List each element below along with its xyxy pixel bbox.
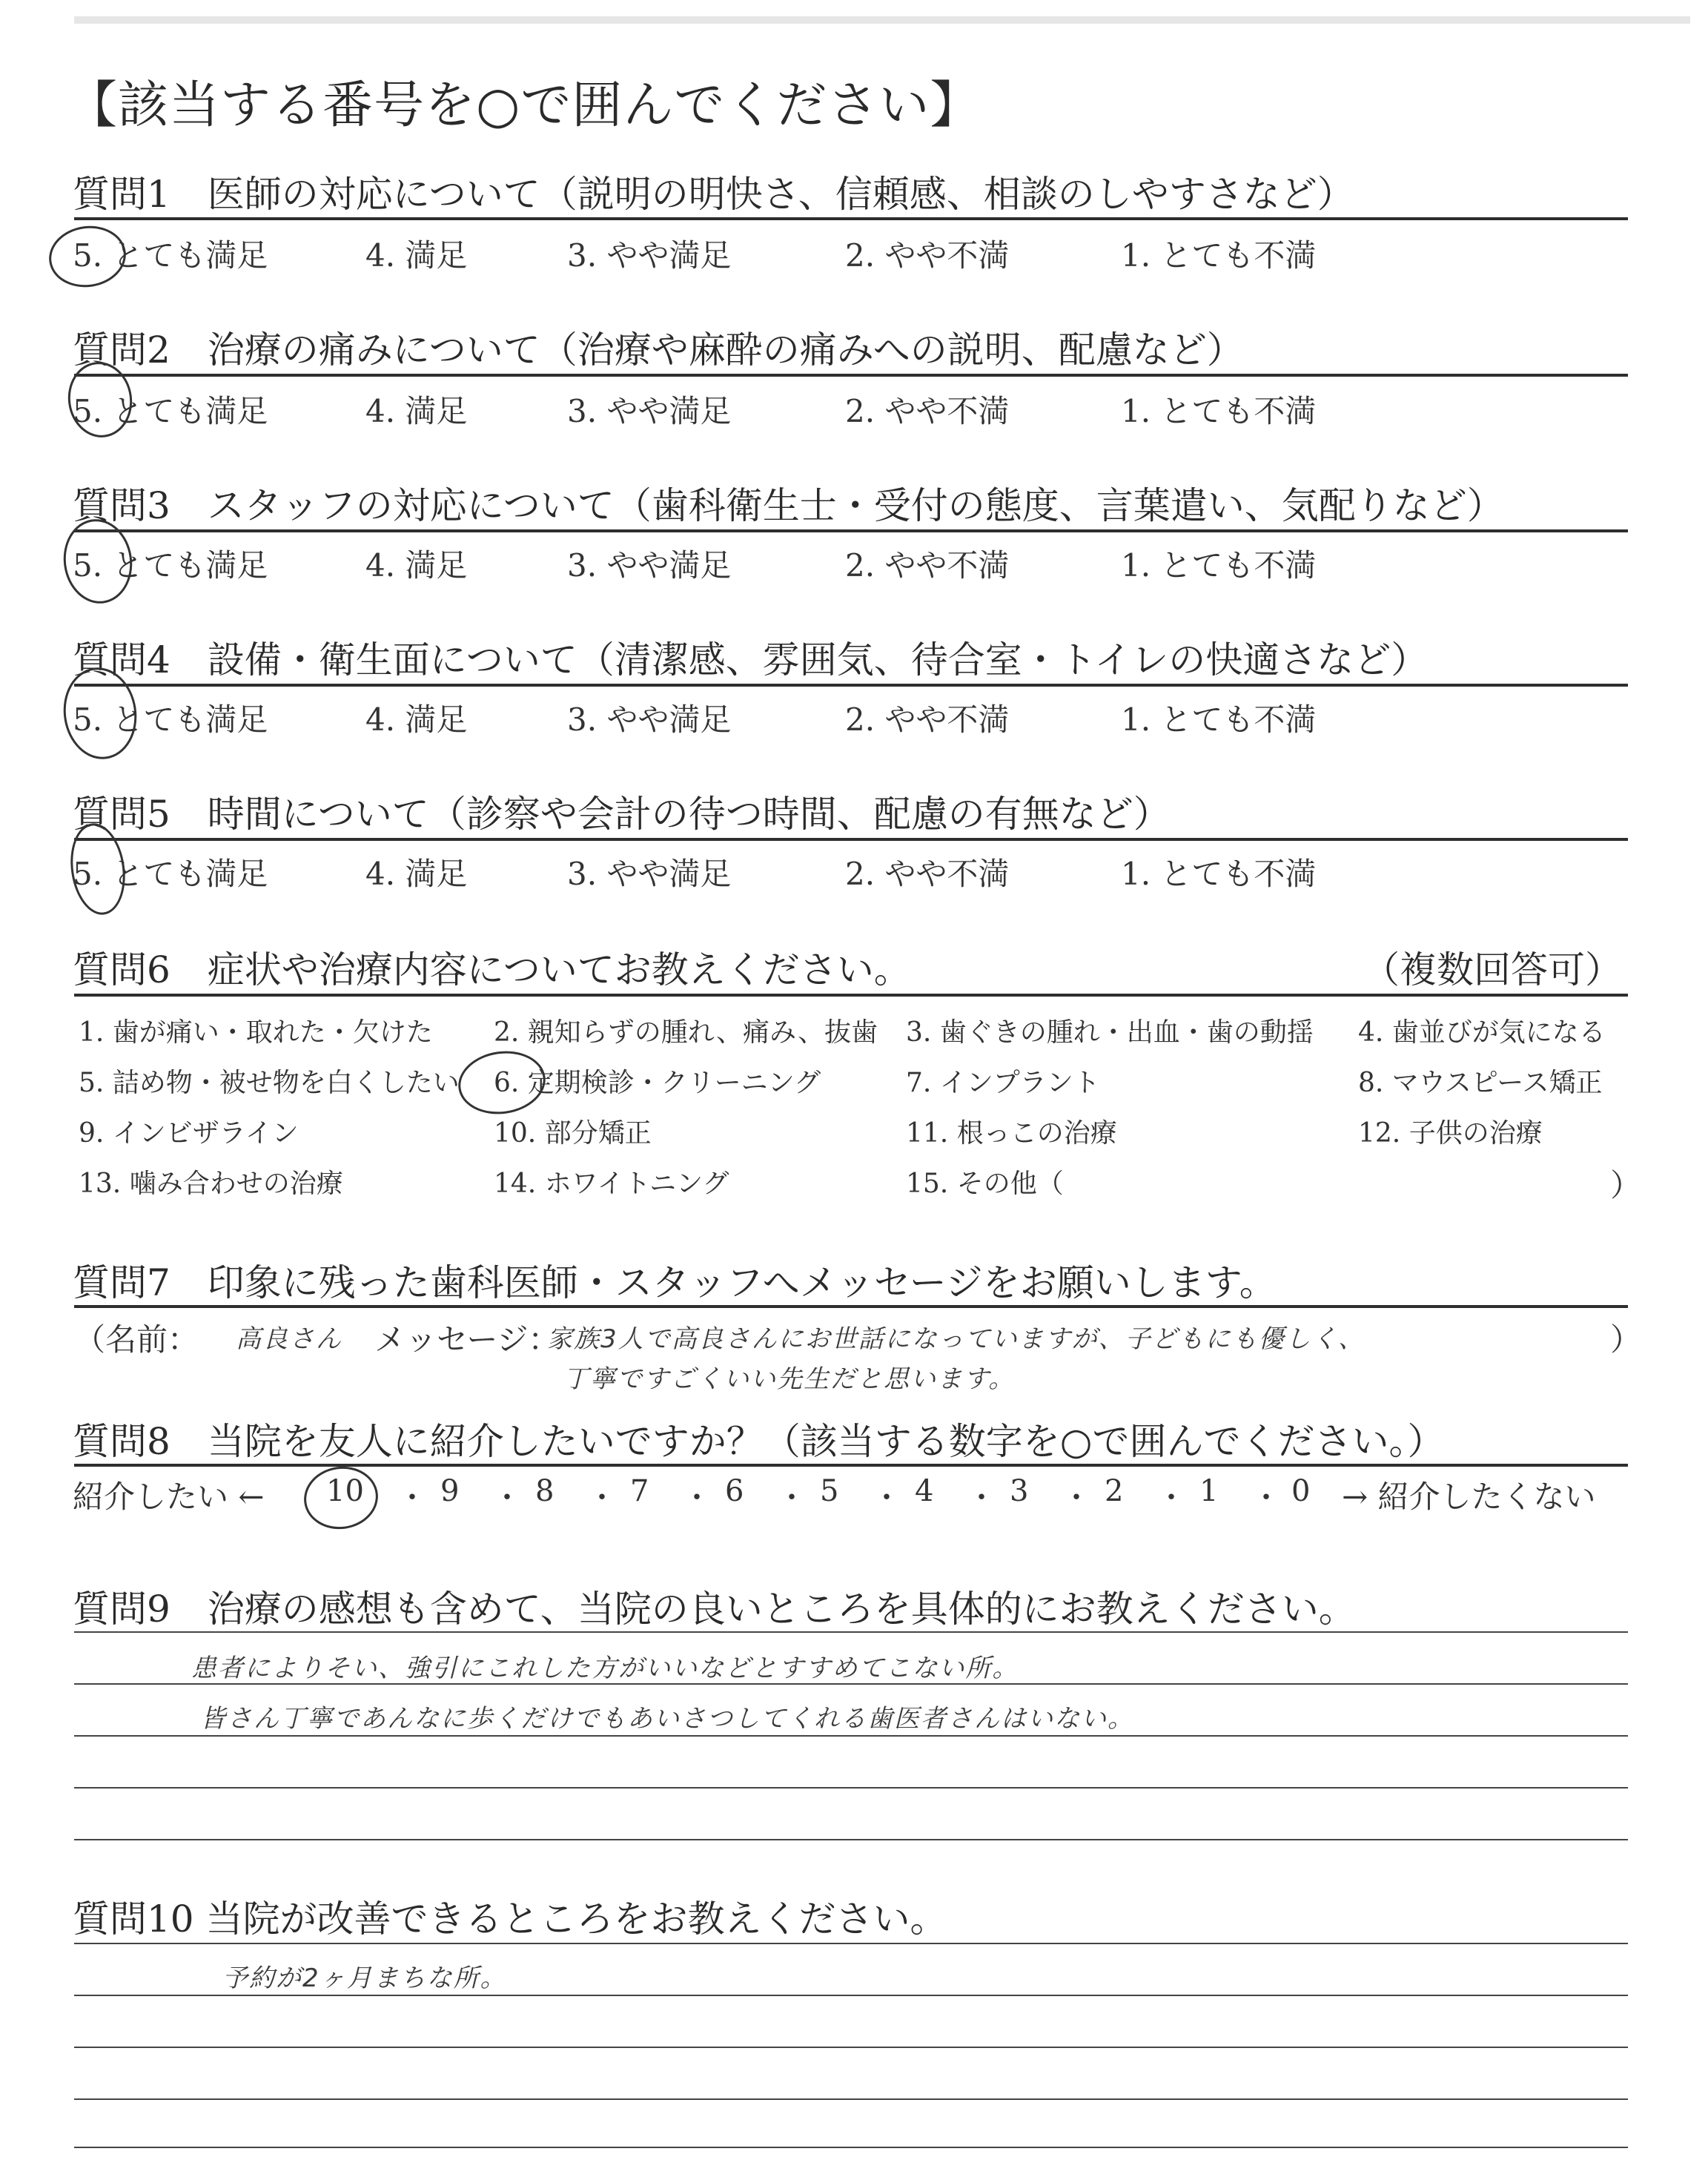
q3-option-3[interactable]: 3. やや満足	[567, 547, 732, 584]
q6-item-2[interactable]: 2. 親知らずの腫れ、痛み、抜歯	[494, 1017, 878, 1048]
q8-scale-6[interactable]: 6	[725, 1474, 744, 1508]
q4-option-3[interactable]: 3. やや満足	[567, 701, 732, 738]
q6-selection-circle	[454, 1046, 550, 1120]
q7-message-line-1[interactable]: 家族3人で高良さんにお世話になっていますが、子どもにも優しく、	[547, 1324, 1365, 1354]
q9-answer-line-1[interactable]: 患者によりそい、強引にこれした方がいいなどとすすめてこない所。	[191, 1654, 1019, 1683]
q1-heading: 質問1 医師の対応について（説明の明快さ、信頼感、相談のしやすさなど）	[73, 173, 1354, 216]
q9-heading: 質問9 治療の感想も含めて、当院の良いところを具体的にお教えください。	[73, 1588, 1356, 1631]
q7-heading: 質問7 印象に残った歯科医師・スタッフへメッセージをお願いします。	[73, 1261, 1277, 1304]
q8-scale-4[interactable]: 4	[915, 1474, 934, 1508]
q5-option-1[interactable]: 1. とても不満	[1121, 856, 1317, 892]
q1-option-4[interactable]: 4. 満足	[365, 237, 468, 274]
q2-rule	[74, 374, 1628, 377]
q1-option-3[interactable]: 3. やや満足	[567, 237, 732, 274]
q5-option-5[interactable]: 5. とても満足	[73, 856, 268, 892]
q5-rule	[74, 838, 1628, 841]
q8-scale-2[interactable]: 2	[1105, 1474, 1124, 1508]
q7-message-label: メッセージ：	[374, 1321, 560, 1358]
q8-left-label: 紹介したい ←	[73, 1479, 265, 1515]
q4-option-1[interactable]: 1. とても不満	[1121, 701, 1317, 738]
q6-item-1[interactable]: 1. 歯が痛い・取れた・欠けた	[79, 1017, 433, 1048]
q8-scale-8[interactable]: 8	[535, 1474, 555, 1508]
q6-multiple-note: （複数回答可）	[1363, 948, 1622, 991]
q8-heading: 質問8 当院を友人に紹介したいですか？（該当する数字を○で囲んでください。）	[73, 1420, 1445, 1463]
q3-option-4[interactable]: 4. 満足	[365, 547, 468, 584]
q7-rule	[74, 1305, 1628, 1308]
q1-option-1[interactable]: 1. とても不満	[1121, 237, 1317, 274]
q6-item-4[interactable]: 4. 歯並びが気になる	[1358, 1017, 1606, 1048]
q8-scale-dot: ・	[587, 1481, 617, 1515]
q7-name-value[interactable]: 高良さん	[236, 1324, 342, 1354]
q7-close-paren: ）	[1610, 1321, 1642, 1358]
q8-scale-dot: ・	[777, 1481, 807, 1515]
q3-option-2[interactable]: 2. やや不満	[845, 547, 1010, 584]
q6-item-11[interactable]: 11. 根っこの治療	[906, 1118, 1117, 1149]
q10-answer-line	[74, 1995, 1628, 1996]
q6-item-8[interactable]: 8. マウスピース矯正	[1358, 1068, 1603, 1098]
q8-scale-dot: ・	[1062, 1481, 1091, 1515]
q6-item-7[interactable]: 7. インプラント	[906, 1068, 1100, 1098]
q2-option-5[interactable]: 5. とても満足	[73, 393, 268, 429]
q4-option-2[interactable]: 2. やや不満	[845, 701, 1010, 738]
q5-option-2[interactable]: 2. やや不満	[845, 856, 1010, 892]
q8-scale-dot: ・	[1251, 1481, 1281, 1515]
q2-option-2[interactable]: 2. やや不満	[845, 393, 1010, 429]
q6-item-15[interactable]: 15. その他（	[906, 1169, 1064, 1199]
q9-answer-line	[74, 1839, 1628, 1840]
q8-scale-dot: ・	[397, 1481, 427, 1515]
q8-scale-dot: ・	[967, 1481, 996, 1515]
q6-rule	[74, 994, 1628, 997]
q10-answer-line	[74, 2098, 1628, 2100]
q6-heading: 質問6 症状や治療内容についてお教えください。	[73, 948, 911, 991]
q4-rule	[74, 684, 1628, 687]
q8-scale-1[interactable]: 1	[1199, 1474, 1219, 1508]
q8-scale-dot: ・	[1156, 1481, 1186, 1515]
form-title: 【該当する番号を○で囲んでください】	[67, 76, 982, 135]
q2-heading: 質問2 治療の痛みについて（治療や麻酔の痛みへの説明、配慮など）	[73, 328, 1244, 371]
q10-answer-line-1[interactable]: 予約が2ヶ月まちな所。	[222, 1964, 507, 1993]
q9-answer-line	[74, 1787, 1628, 1789]
q2-option-3[interactable]: 3. やや満足	[567, 393, 732, 429]
q4-option-5[interactable]: 5. とても満足	[73, 701, 268, 738]
q6-item-5[interactable]: 5. 詰め物・被せ物を白くしたい	[79, 1068, 460, 1098]
q8-scale-7[interactable]: 7	[630, 1474, 649, 1508]
q4-heading: 質問4 設備・衛生面について（清潔感、雰囲気、待合室・トイレの快適さなど）	[73, 638, 1429, 681]
q5-option-4[interactable]: 4. 満足	[365, 856, 468, 892]
q10-answer-line	[74, 2047, 1628, 2048]
q6-item-10[interactable]: 10. 部分矯正	[494, 1118, 652, 1149]
q6-other-close-paren: ）	[1610, 1167, 1642, 1203]
q7-message-line-2[interactable]: 丁寧ですごくいい先生だと思います。	[563, 1364, 1016, 1394]
q10-heading: 質問10 当院が改善できるところをお教えください。	[73, 1898, 947, 1941]
q8-scale-5[interactable]: 5	[820, 1474, 839, 1508]
q3-rule	[74, 529, 1628, 532]
q4-option-4[interactable]: 4. 満足	[365, 701, 468, 738]
q5-option-3[interactable]: 3. やや満足	[567, 856, 732, 892]
q1-option-5[interactable]: 5. とても満足	[73, 237, 268, 274]
q9-answer-line	[74, 1735, 1628, 1737]
q8-scale-dot: ・	[682, 1481, 712, 1515]
q8-scale-10[interactable]: 10	[326, 1474, 364, 1508]
q6-item-9[interactable]: 9. インビザライン	[79, 1118, 299, 1149]
q8-right-label: → 紹介したくない	[1342, 1479, 1596, 1515]
q6-item-12[interactable]: 12. 子供の治療	[1358, 1118, 1543, 1149]
q5-heading: 質問5 時間について（診察や会計の待つ時間、配慮の有無など）	[73, 793, 1171, 836]
scan-top-edge	[74, 16, 1690, 24]
q6-item-14[interactable]: 14. ホワイトニング	[494, 1169, 729, 1199]
q8-scale-0[interactable]: 0	[1291, 1474, 1311, 1508]
q3-option-5[interactable]: 5. とても満足	[73, 547, 268, 584]
q6-item-6[interactable]: 6. 定期検診・クリーニング	[494, 1068, 821, 1098]
q6-item-3[interactable]: 3. 歯ぐきの腫れ・出血・歯の動揺	[906, 1017, 1314, 1048]
q9-answer-line-2[interactable]: 皆さん丁寧であんなに歩くだけでもあいさつしてくれる歯医者さんはいない。	[200, 1704, 1134, 1734]
q7-name-label: （名前：	[74, 1321, 199, 1358]
q6-item-13[interactable]: 13. 噛み合わせの治療	[79, 1169, 343, 1199]
q8-selection-circle	[300, 1462, 383, 1533]
q3-option-1[interactable]: 1. とても不満	[1121, 547, 1317, 584]
q8-scale-dot: ・	[872, 1481, 901, 1515]
q8-scale-3[interactable]: 3	[1010, 1474, 1029, 1508]
q8-rule	[74, 1464, 1628, 1467]
q8-scale-9[interactable]: 9	[440, 1474, 460, 1508]
q2-option-1[interactable]: 1. とても不満	[1121, 393, 1317, 429]
q9-answer-line	[74, 1631, 1628, 1633]
q8-scale-dot: ・	[492, 1481, 522, 1515]
q2-option-4[interactable]: 4. 満足	[365, 393, 468, 429]
q1-rule	[74, 217, 1628, 220]
q3-heading: 質問3 スタッフの対応について（歯科衛生士・受付の態度、言葉遣い、気配りなど）	[73, 484, 1504, 527]
q10-answer-line	[74, 1943, 1628, 1944]
q1-option-2[interactable]: 2. やや不満	[845, 237, 1010, 274]
q10-answer-line	[74, 2147, 1628, 2148]
